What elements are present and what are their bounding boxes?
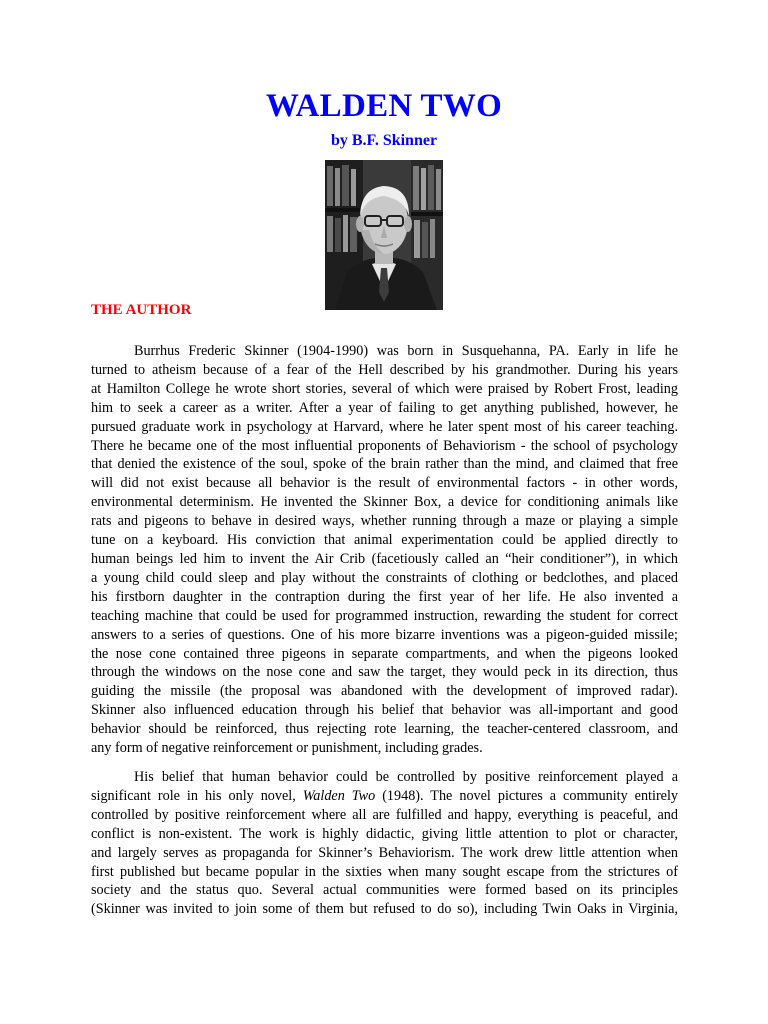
text-line: There he became one of the most influential proponents of Behaviorism - the school of psychology	[91, 437, 678, 454]
text-line: environmental determinism. He invented the Skinner Box, a device for conditioning animals like	[91, 494, 678, 511]
text-segment: significant role in his only novel,	[91, 787, 303, 804]
text-line: pursued graduate work in psychology at Harvard, where he later spent most of his career teaching.	[91, 418, 678, 435]
text-line: (Skinner was invited to join some of them but refused to do so), including Twin Oaks in Virginia,	[91, 901, 678, 918]
text-line: through the windows on the nose cone and saw the target, they would peck in its direction, thus	[91, 664, 678, 681]
text-segment: (1948). The novel pictures a community entirely	[375, 787, 678, 804]
text-line: Burrhus Frederic Skinner (1904-1990) was born in Susquehanna, PA. Early in life he	[134, 343, 678, 359]
text-line: human beings led him to invent the Air Crib (facetiously called an “heir conditioner”), in which	[91, 550, 678, 567]
text-line: society and the status quo. Several actual communities were formed based on its principles	[91, 882, 678, 899]
text-line: the nose cone contained three pigeons in separate compartments, and when the pigeons looked	[91, 645, 678, 662]
text-line: at Hamilton College he wrote short stories, several of which were praised by Robert Frost, leading	[91, 380, 678, 397]
text-line: him to seek a career as a writer. After a year of failing to get anything published, however, he	[91, 399, 678, 416]
text-line: any form of negative reinforcement or punishment, including grades.	[91, 740, 483, 757]
text-line: controlled by positive reinforcement where all are fulfilled and happy, everything is peaceful, and	[91, 806, 678, 823]
text-line: behavior should be reinforced, thus rejecting rote learning, the teacher-centered classroom, and	[91, 721, 678, 738]
text-line: guiding the missile (the proposal was abandoned with the development of improved radar).	[91, 683, 678, 700]
text-line: first published but became popular in the sixties when many sought escape from the strictures of	[91, 863, 678, 880]
document-title: WALDEN TWO	[265, 88, 503, 124]
author-portrait-image	[325, 160, 443, 310]
text-line: and largely serves as propaganda for Skinner’s Behaviorism. The work drew little attention when	[91, 844, 678, 861]
text-line: a young child could sleep and play without the constraints of clothing or bedclothes, and placed	[91, 569, 678, 586]
text-line: that denied the existence of the soul, spoke of the brain rather than the mind, and claimed that free	[91, 456, 678, 473]
paragraph-novel-description	[91, 768, 678, 919]
section-heading-the-author: THE AUTHOR	[91, 302, 192, 318]
novel-title-italic: Walden Two	[302, 787, 376, 804]
text-line: his firstborn daughter in the contraption during the first year of her life. He also invented a	[91, 588, 678, 605]
paragraph-author-biography	[91, 342, 678, 758]
text-line: tune on a keyboard. His conviction that animal experimentation could be applied directly to	[91, 532, 678, 549]
text-line: Skinner also influenced education through his belief that behavior was all-important and good	[91, 702, 678, 719]
text-line: conflict is non-existent. The work is highly didactic, giving little attention to plot or character,	[91, 825, 678, 842]
text-line: rats and pigeons to behave in desired ways, whether running through a maze or playing a simple	[91, 513, 678, 530]
text-line: His belief that human behavior could be controlled by positive reinforcement played a	[134, 769, 678, 785]
text-line: turned to atheism because of a fear of the Hell described by his grandmother. During his years	[91, 361, 678, 378]
author-byline: by B.F. Skinner	[330, 132, 438, 149]
text-line: teaching machine that could be used for programmed instruction, rewarding the student for correct	[91, 607, 678, 624]
text-line: answers to a series of questions. One of his more bizarre inventions was a pigeon-guided missile;	[91, 626, 678, 643]
text-line-with-novel-title	[91, 787, 678, 806]
text-line: will did not exist because all behavior is the result of environmental factors - in other words,	[91, 475, 678, 492]
